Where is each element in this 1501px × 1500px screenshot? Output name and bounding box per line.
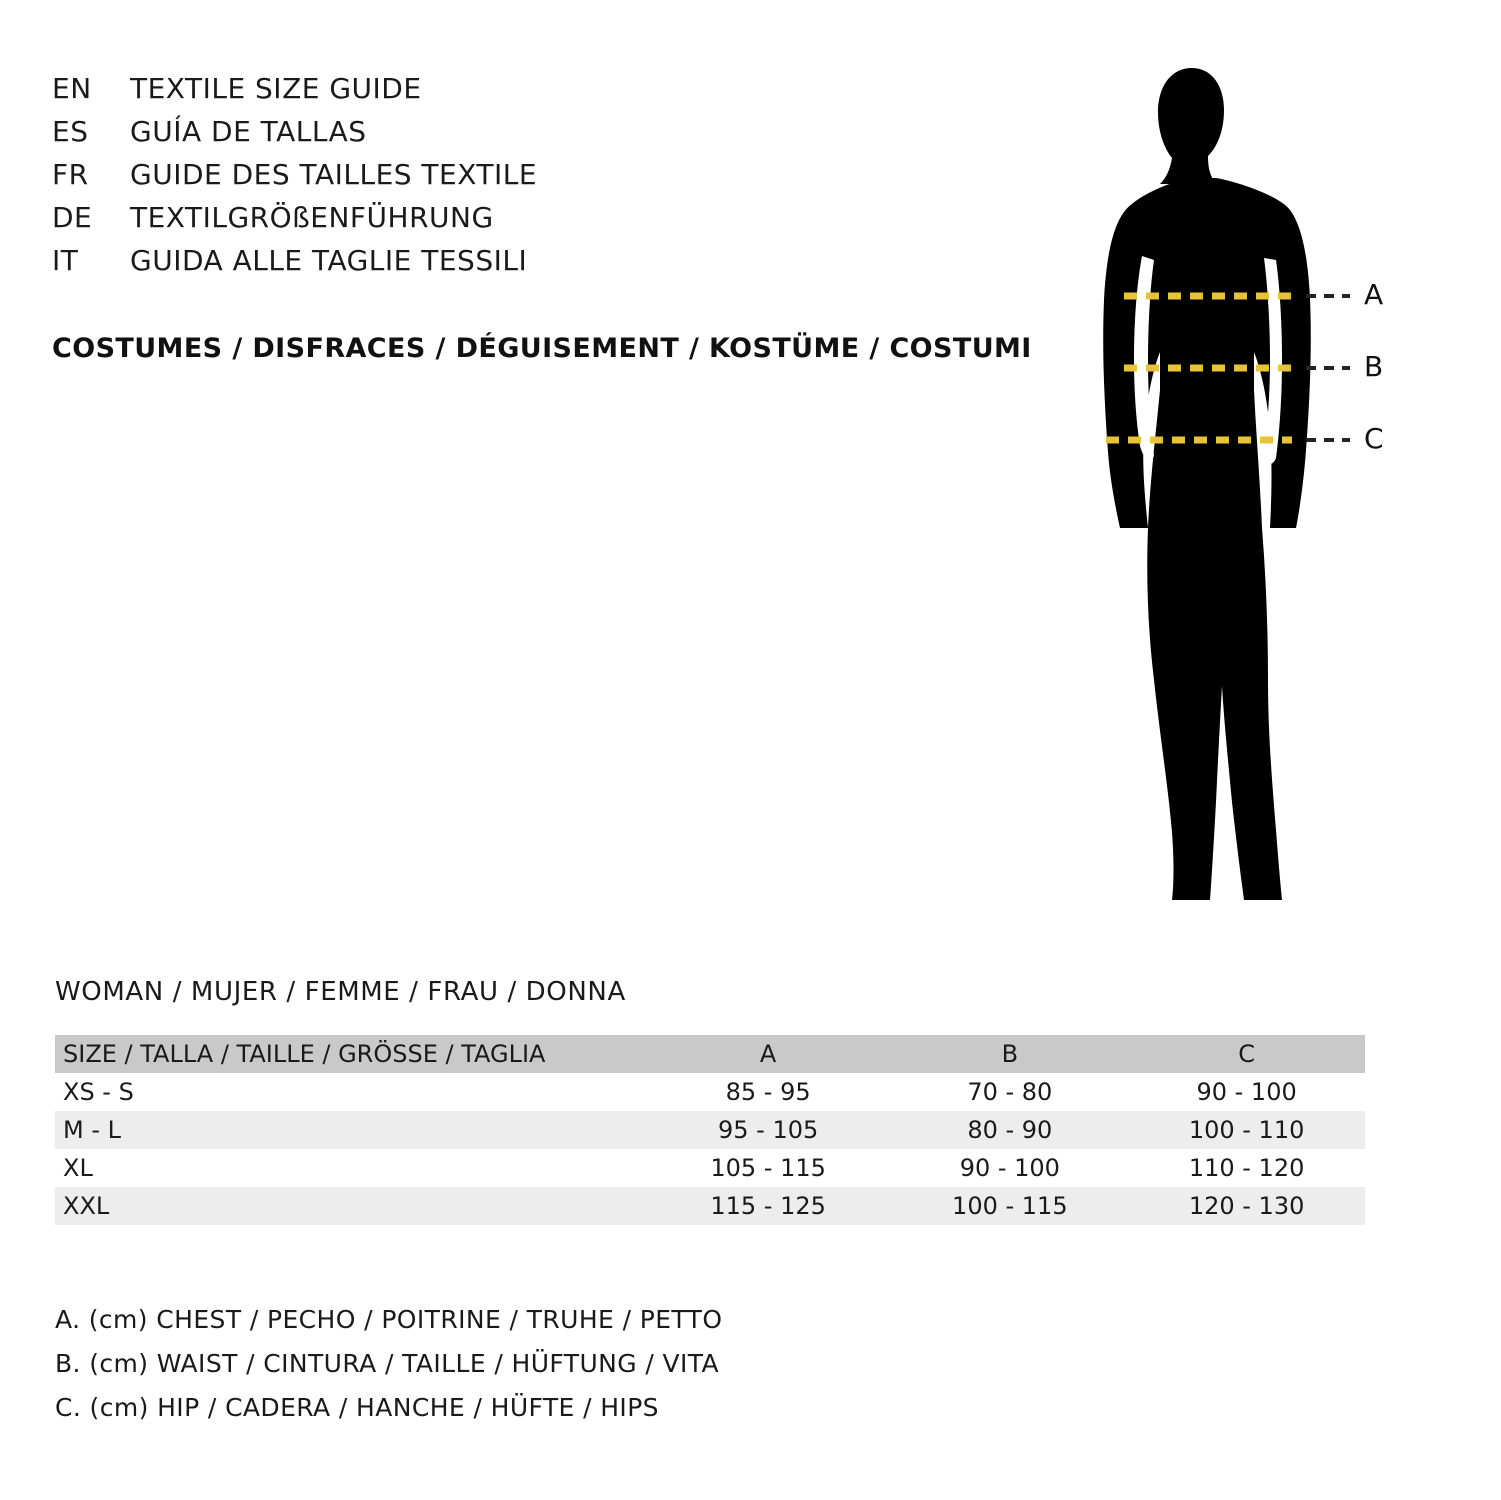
cell-c: 100 - 110 — [1188, 1116, 1305, 1144]
language-text: TEXTILE SIZE GUIDE — [130, 72, 422, 105]
language-row-de — [52, 201, 1012, 244]
language-text: TEXTILGRÖßENFÜHRUNG — [130, 201, 494, 234]
legend — [55, 1298, 722, 1430]
column-header-b: B — [1001, 1040, 1019, 1068]
measure-label-a: A — [1364, 278, 1384, 311]
legend-row-a: A. (cm) CHEST / PECHO / POITRINE / TRUHE / PETTO — [55, 1305, 723, 1334]
legend-row-b: B. (cm) WAIST / CINTURA / TAILLE / HÜFTUNG / VITA — [55, 1349, 720, 1378]
language-code: EN — [52, 72, 92, 105]
language-row-en — [52, 72, 1012, 115]
cell-a: 85 - 95 — [725, 1078, 811, 1106]
measurement-figure — [1020, 60, 1460, 940]
language-text: GUIDA ALLE TAGLIE TESSILI — [130, 244, 528, 277]
language-code: ES — [52, 115, 89, 148]
category-heading: COSTUMES / DISFRACES / DÉGUISEMENT / KOSTÜME / COSTUMI — [52, 333, 1032, 364]
woman-silhouette-icon — [1020, 60, 1460, 940]
cell-b: 90 - 100 — [959, 1154, 1060, 1182]
cell-b: 80 - 90 — [967, 1116, 1053, 1144]
table-row — [55, 1149, 1365, 1187]
measure-label-b: B — [1364, 350, 1384, 383]
language-code: FR — [52, 158, 89, 191]
language-code: DE — [52, 201, 93, 234]
cell-size: XS - S — [63, 1078, 134, 1106]
cell-c: 90 - 100 — [1196, 1078, 1297, 1106]
table-row — [55, 1187, 1365, 1225]
table-title: WOMAN / MUJER / FEMME / FRAU / DONNA — [55, 977, 626, 1007]
table-header-row — [55, 1035, 1365, 1073]
legend-row-c: C. (cm) HIP / CADERA / HANCHE / HÜFTE / HIPS — [55, 1393, 659, 1422]
table-row — [55, 1111, 1365, 1149]
cell-a: 105 - 115 — [710, 1154, 826, 1182]
cell-a: 115 - 125 — [710, 1192, 826, 1220]
column-header-size: SIZE / TALLA / TAILLE / GRÖSSE / TAGLIA — [63, 1040, 546, 1068]
cell-size: XL — [63, 1154, 93, 1182]
cell-size: XXL — [63, 1192, 110, 1220]
measure-label-c: C — [1364, 422, 1384, 455]
cell-b: 70 - 80 — [967, 1078, 1053, 1106]
column-header-c: C — [1238, 1040, 1255, 1068]
language-text: GUÍA DE TALLAS — [130, 115, 367, 148]
column-header-a: A — [759, 1040, 777, 1068]
table-head — [55, 1035, 1365, 1073]
cell-b: 100 - 115 — [952, 1192, 1068, 1220]
table-body — [55, 1073, 1365, 1225]
language-row-fr — [52, 158, 1012, 201]
cell-c: 120 - 130 — [1188, 1192, 1305, 1220]
language-row-it — [52, 244, 1012, 287]
table-row — [55, 1073, 1365, 1111]
language-list — [52, 72, 1012, 287]
cell-size: M - L — [63, 1116, 121, 1144]
language-code: IT — [52, 244, 79, 277]
cell-c: 110 - 120 — [1188, 1154, 1305, 1182]
size-table — [55, 1035, 1365, 1225]
cell-a: 95 - 105 — [718, 1116, 819, 1144]
language-text: GUIDE DES TAILLES TEXTILE — [130, 158, 538, 191]
language-row-es — [52, 115, 1012, 158]
